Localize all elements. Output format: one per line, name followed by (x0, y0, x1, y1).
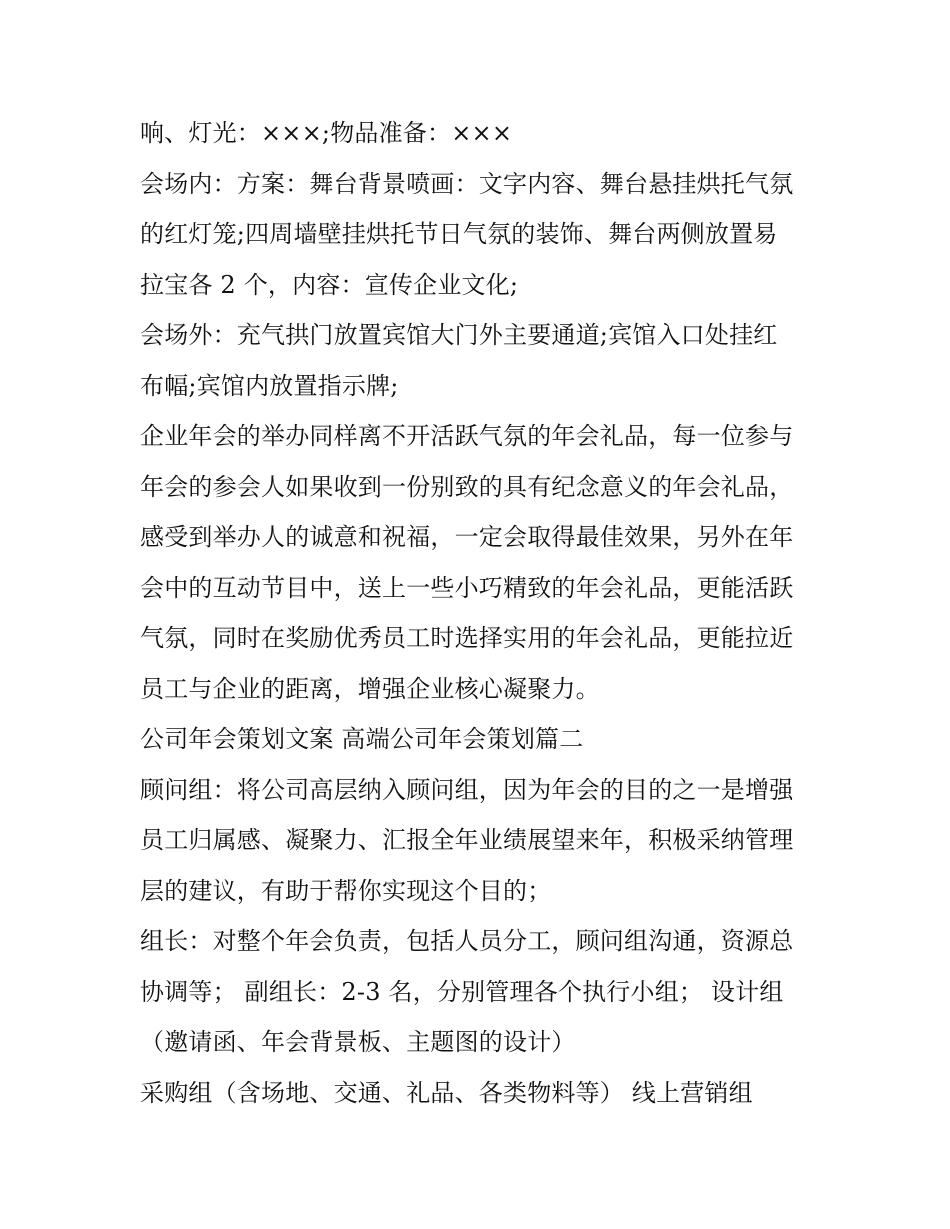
text-line: 会场内：方案：舞台背景喷画：文字内容、舞台悬挂烘托气氛 (140, 169, 794, 198)
text-line: 顾问组：将公司高层纳入顾问组，因为年会的目的之一是增强 (140, 775, 794, 804)
text-line: 的红灯笼;四周墙壁挂烘托节日气氛的装饰、舞台两侧放置易 (140, 220, 778, 248)
section-heading: 公司年会策划文案 高端公司年会策划篇二 (140, 725, 584, 753)
text-line: 协调等； 副组长：2-3 名，分别管理各个执行小组； 设计组 (140, 977, 784, 1006)
text-line: 年会的参会人如果收到一份别致的具有纪念意义的年会礼品， (140, 472, 794, 501)
text-line: （邀请函、年会背景板、主题图的设计） (140, 1028, 576, 1056)
text-line: 拉宝各 2 个，内容：宣传企业文化; (140, 270, 519, 299)
body-text (140, 108, 820, 1118)
text-line: 气氛，同时在奖励优秀员工时选择实用的年会礼品，更能拉近 (140, 624, 794, 652)
text-line: 会中的互动节目中，送上一些小巧精致的年会礼品，更能活跃 (140, 573, 794, 602)
text-line: 组长：对整个年会负责，包括人员分工，顾问组沟通，资源总 (140, 927, 794, 955)
text-line: 采购组（含场地、交通、礼品、各类物料等） 线上营销组 (140, 1078, 753, 1107)
text-line: 企业年会的举办同样离不开活跃气氛的年会礼品，每一位参与 (140, 422, 794, 450)
text-line: 响、灯光：×××;物品准备：××× (140, 119, 513, 147)
text-line: 布幅;宾馆内放置指示牌; (140, 371, 399, 400)
text-line: 员工与企业的距离，增强企业核心凝聚力。 (140, 674, 600, 703)
text-line: 层的建议，有助于帮你实现这个目的； (140, 876, 552, 905)
text-line: 会场外：充气拱门放置宾馆大门外主要通道;宾馆入口处挂红 (140, 321, 778, 349)
text-line: 员工归属感、凝聚力、汇报全年业绩展望来年，积极采纳管理 (140, 826, 794, 854)
text-line: 感受到举办人的诚意和祝福，一定会取得最佳效果，另外在年 (140, 523, 794, 551)
